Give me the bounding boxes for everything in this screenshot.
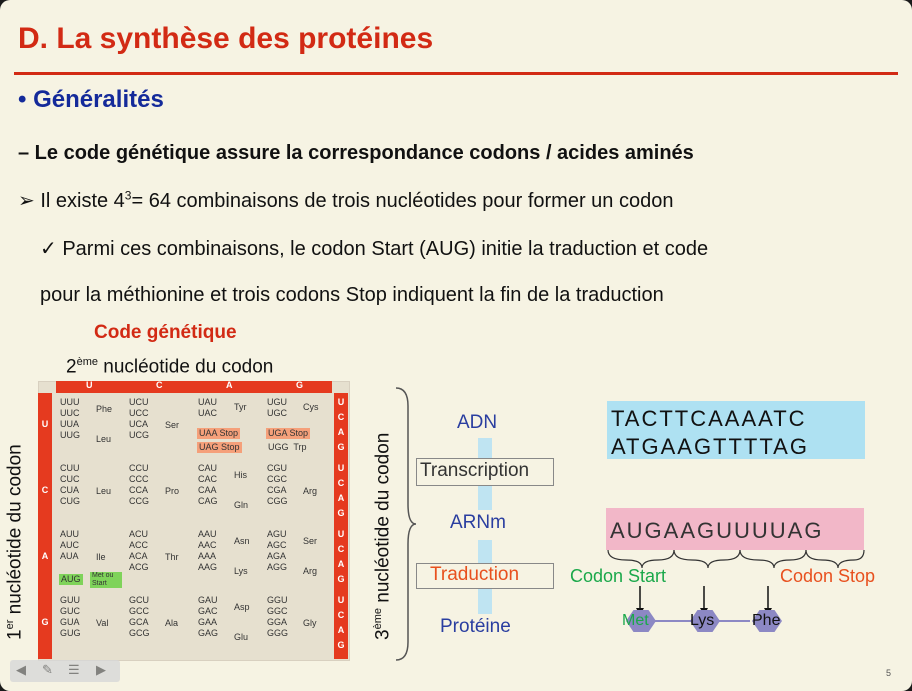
third-base-letter: C	[337, 610, 345, 620]
second-base-u: U	[86, 380, 93, 390]
codon-list: AUU AUC AUA	[60, 529, 80, 561]
stop-codon-label: UGA Stop	[268, 428, 309, 438]
codon-list: UCU UCC UCA UCG	[129, 397, 149, 440]
codon-cell	[194, 592, 262, 656]
third-base-letter: A	[337, 427, 345, 437]
third-base-letter: G	[337, 574, 345, 584]
first-nucleotide-label	[4, 444, 26, 640]
third-base-letter: G	[337, 508, 345, 518]
amino-acid-label: Thr	[165, 552, 179, 562]
codon-stop-label: Codon Stop	[780, 566, 876, 586]
codon-cell	[125, 460, 193, 524]
codon-list: UAU UAC	[198, 397, 218, 418]
stop-codon-label: UGG Trp	[268, 442, 307, 452]
amino-acid-label: Cys	[303, 402, 319, 412]
codon-cell	[125, 526, 193, 590]
flow-transcription: Transcription	[420, 460, 530, 481]
codon-list: CAU CAC CAA CAG	[198, 463, 218, 506]
amino-acid-label: Leu	[96, 434, 112, 444]
flow-proteine: Protéine	[440, 616, 511, 637]
codon-list: GUU GUC GUA GUG	[60, 595, 81, 638]
phe-label: Phe	[752, 612, 781, 629]
codon-list: ACU ACC ACA ACG	[129, 529, 149, 572]
second-nucleotide-label	[66, 356, 273, 378]
amino-acid-label: Leu	[96, 486, 112, 496]
third-base-letter: U	[337, 397, 345, 407]
genetic-code-title: Code génétique	[94, 322, 237, 343]
codon-cell	[194, 394, 262, 458]
codon-cell	[194, 526, 262, 590]
third-nucleotide-label	[372, 433, 394, 640]
dna-top-strand: TACTTCAAAATC	[611, 406, 807, 431]
menu-icon[interactable]: ☰	[68, 662, 80, 677]
pen-icon[interactable]: ✎	[42, 662, 53, 677]
lys-label: Lys	[690, 612, 715, 629]
mrna-sequence: AUGAAGUUUUAG	[610, 518, 824, 543]
codon-list: GCU GCC GCA GCG	[129, 595, 150, 638]
third-label-post: nucléotide du codon	[372, 432, 394, 609]
third-base-letter: A	[337, 625, 345, 635]
third-base-letter: U	[337, 463, 345, 473]
amino-acid-label: Tyr	[234, 402, 247, 412]
codon-cell	[56, 394, 124, 458]
amino-acid-label: Ser	[303, 536, 318, 546]
codon-cell	[56, 592, 124, 656]
start-codon-label: AUG	[61, 574, 81, 584]
bullet-line-1: – Le code génétique assure la correspondance codons / acides aminés	[18, 142, 694, 164]
first-base-u: U	[41, 419, 49, 429]
codon-start-label: Codon Start	[570, 566, 667, 586]
codon-list: AGU AGC AGA AGG	[267, 529, 288, 572]
amino-acid-label: Arg	[303, 486, 318, 496]
amino-acid-label: Pro	[165, 486, 180, 496]
first-label-post: nucléotide du codon	[4, 444, 26, 620]
codon-cell	[125, 394, 193, 458]
page-number: 5	[886, 668, 892, 678]
flow-traduction: Traduction	[430, 564, 520, 585]
codon-list: UGU UGC	[267, 397, 287, 418]
arrow-arnm-traduction	[478, 540, 492, 564]
third-base-letter: G	[337, 442, 345, 452]
amino-acid-label: Phe	[96, 404, 113, 414]
second-base-header	[56, 381, 332, 393]
first-base-c: C	[41, 485, 49, 495]
stop-codon-label: UAA Stop	[199, 428, 239, 438]
amino-acid-label: Ser	[165, 420, 180, 430]
third-base-letter: C	[337, 478, 345, 488]
flow-adn: ADN	[457, 412, 498, 433]
slide-nav-bar[interactable]	[10, 660, 120, 682]
second-base-g: G	[296, 380, 304, 390]
amino-acid-label: Ala	[165, 618, 179, 628]
amino-acid-label: Arg	[303, 566, 318, 576]
codon-cell	[263, 460, 331, 524]
stop-codon-label: UAG Stop	[199, 442, 240, 452]
third-base-letter: U	[337, 595, 345, 605]
first-base-column	[38, 393, 52, 659]
codon-cell	[56, 460, 124, 524]
bullet-line-3: ✓ Parmi ces combinaisons, le codon Start (AUG) initie la traduction et code	[40, 238, 709, 260]
arrow-transcription-arnm	[478, 482, 492, 510]
codon-list: GAU GAC GAA GAG	[198, 595, 219, 638]
met-label: Met	[622, 612, 649, 629]
third-label-pre: 3	[372, 629, 394, 640]
slide-title: D. La synthèse des protéines	[18, 22, 434, 55]
subhead: • Généralités	[18, 86, 164, 113]
second-base-a: A	[226, 380, 233, 390]
amino-acid-label: Asp	[234, 602, 250, 612]
codon-list: UUU UUC UUA UUG	[60, 397, 80, 440]
codon-cell	[263, 394, 331, 458]
codon-cell	[194, 460, 262, 524]
bullet-line-2-pre: ➢ Il existe 4	[18, 190, 125, 212]
third-base-letter: A	[337, 493, 345, 503]
third-base-letter: C	[337, 412, 345, 422]
amino-acid-label: Gly	[303, 618, 317, 628]
brace-icon	[394, 386, 418, 662]
flow-arnm: ARNm	[450, 512, 506, 533]
codon-list: CGU CGC CGA CGG	[267, 463, 288, 506]
third-base-letter: C	[337, 544, 345, 554]
codon-cell	[263, 526, 331, 590]
first-label-pre: 1	[4, 629, 26, 640]
bullet-line-2-sup: 3	[124, 188, 132, 203]
bullet-line-4: pour la méthionine et trois codons Stop indiquent la fin de la traduction	[40, 284, 664, 306]
amino-acid-label: Val	[96, 618, 109, 628]
amino-acid-label: Asn	[234, 536, 250, 546]
codon-cell	[56, 526, 124, 590]
first-label-sup: er	[4, 619, 16, 630]
arrow-traduction-proteine	[478, 586, 492, 614]
back-icon[interactable]: ◀	[16, 662, 26, 677]
amino-acid-label: Lys	[234, 566, 248, 576]
forward-icon[interactable]: ▶	[96, 662, 106, 677]
codon-cell	[125, 592, 193, 656]
dna-bottom-strand: ATGAAGTTTTAG	[611, 434, 809, 459]
codon-list: GGU GGC GGA GGG	[267, 595, 289, 638]
third-base-letter: A	[337, 559, 345, 569]
bullet-line-2-post: = 64 combinaisons de trois nucléotides pour former un codon	[131, 190, 674, 212]
amino-acid-label: His	[234, 470, 247, 480]
bullet-line-2	[18, 188, 673, 213]
second-label-post: nucléotide du codon	[97, 356, 274, 378]
amino-acid-label: Gln	[234, 500, 249, 510]
third-label-sup: ème	[372, 608, 384, 630]
title-rule	[14, 72, 898, 75]
second-base-c: C	[156, 380, 163, 390]
arrow-adn-transcription	[478, 438, 492, 460]
amino-acid-label: Glu	[234, 632, 249, 642]
codon-list: AAU AAC AAA AAG	[198, 529, 218, 572]
second-label-pre: 2	[66, 356, 77, 378]
second-label-sup: ème	[76, 356, 98, 368]
third-base-letter: U	[337, 529, 345, 539]
third-base-letter: G	[337, 640, 345, 650]
first-base-g: G	[41, 617, 49, 627]
codon-list: CCU CCC CCA CCG	[129, 463, 149, 506]
amino-acid-label: Ile	[96, 552, 106, 562]
start-codon-note: Met ou Start	[90, 572, 122, 588]
first-base-a: A	[41, 551, 49, 561]
codon-cell	[263, 592, 331, 656]
codon-list: CUU CUC CUA CUG	[60, 463, 80, 506]
third-base-column	[334, 393, 348, 659]
